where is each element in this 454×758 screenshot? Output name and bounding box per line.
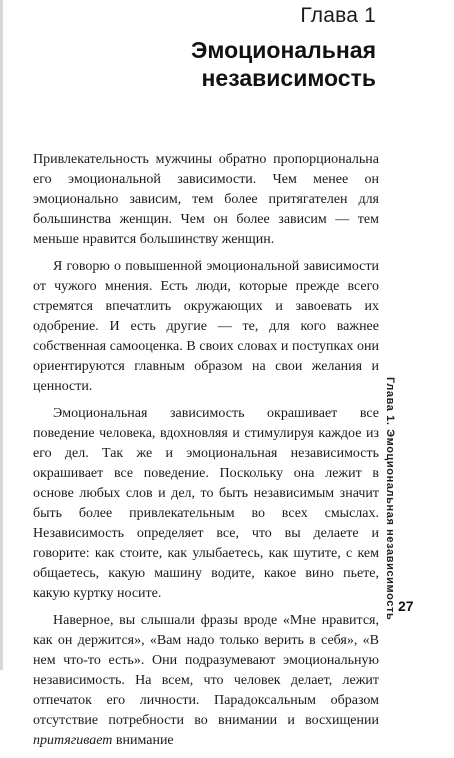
chapter-title-line-2: независимость: [201, 65, 376, 91]
paragraph-4: [33, 611, 379, 751]
chapter-label: Глава 1: [300, 4, 376, 27]
paragraph-4-text-before: Наверное, вы слышали фразы вроде «Мне нравится, как он держится», «Вам надо только верить в себя», «В нем что-то есть». Они подразумевают эмоциональную независимость. На всем, что человек делает, лежит отпечаток его личности. Парадоксальным образом отсутствие потребности во внимании и восхищении: [33, 613, 379, 728]
chapter-title-line-1: Эмоциональная: [191, 37, 376, 63]
body-text: [33, 150, 379, 758]
page-number: 27: [398, 598, 414, 614]
paragraph-2: Я говорю о повышенной эмоциональной зависимости от чужого мнения. Есть люди, которые прежде всего стремятся впечатлить окружающих и завоевать их одобрение. И есть другие — те, для кого важнее собственная самооценка. В своих словах и поступках они ориентируются главным образом на свои желания и ценности.: [33, 259, 379, 394]
page-edge-shadow: [0, 0, 3, 670]
paragraph-1: Привлекательность мужчины обратно пропорциональна его эмоциональной зависимости. Чем менее он эмоционально зависим, тем более притягателен для большинства женщин. Чем он более зависим — тем меньше нравится большинству женщин.: [33, 152, 379, 247]
chapter-title: [191, 36, 376, 92]
paragraph-4-text-after: внимание: [112, 733, 174, 748]
running-head: Глава 1. Эмоциональная независимость: [384, 377, 396, 621]
paragraph-3: Эмоциональная зависимость окрашивает все поведение человека, вдохновляя и стимулируя каждое из его дел. Так же и эмоциональная независимость окрашивает все поведение. Поскольку она лежит в основе любых слов и дел, то быть независимым значит быть более привлекательным во всех смыслах. Независимость определяет все, что вы делаете и говорите: как стоите, как улыбаетесь, как шутите, с кем общаетесь, какую машину водите, какое вино пьете, какую куртку носите.: [33, 406, 379, 601]
paragraph-4-emphasis: притягивает: [33, 733, 113, 748]
